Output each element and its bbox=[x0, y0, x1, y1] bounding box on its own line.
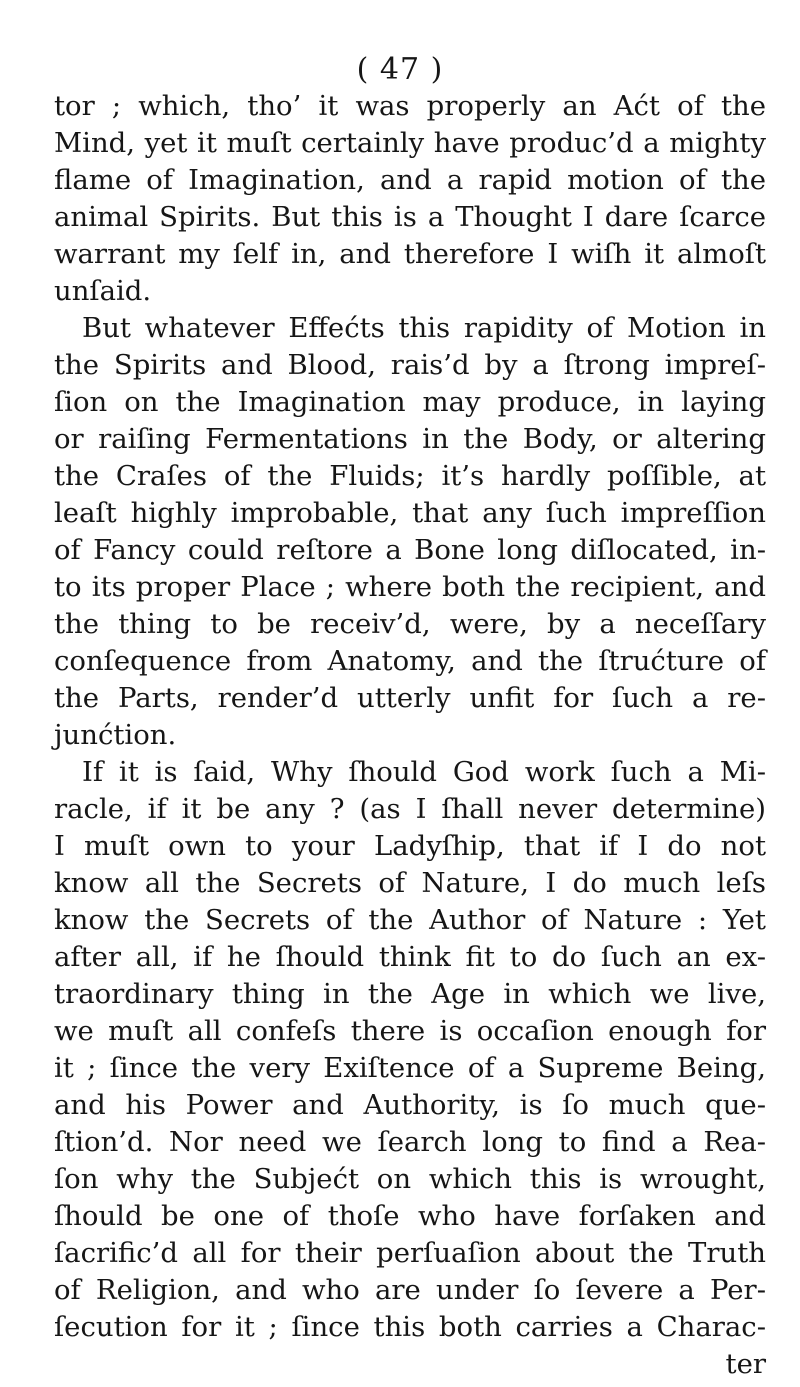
text-line: or raiſing Fermentations in the Body, or altering bbox=[54, 423, 766, 455]
text-line: of Religion, and who are under ſo ſevere a Per- bbox=[54, 1274, 766, 1306]
text-line: But whatever Effećts this rapidity of Motion in bbox=[82, 312, 766, 344]
text-line: it ; ſince the very Exiſtence of a Supreme Being, bbox=[54, 1052, 766, 1084]
text-line: to its proper Place ; where both the recipient, and bbox=[54, 571, 766, 603]
text-line: the Spirits and Blood, rais’d by a ſtrong impreſ- bbox=[54, 349, 766, 381]
page-number: ( 47 ) bbox=[356, 52, 444, 87]
text-line: ſecution for it ; ſince this both carries a Charac- bbox=[54, 1311, 766, 1343]
text-line: ſtion’d. Nor need we ſearch long to find a Rea- bbox=[54, 1126, 766, 1158]
text-line: I muſt own to your Ladyſhip, that if I do not bbox=[54, 830, 766, 862]
text-line: junćtion. bbox=[54, 719, 177, 751]
text-line: the Craſes of the Fluids; it’s hardly poſſible, at bbox=[54, 460, 766, 492]
text-line: the Parts, render’d utterly unfit for ſuch a re- bbox=[54, 682, 766, 714]
text-line: If it is ſaid, Why ſhould God work ſuch a Mi- bbox=[82, 756, 766, 788]
text-line: animal Spirits. But this is a Thought I dare ſcarce bbox=[54, 201, 766, 233]
body-text bbox=[54, 88, 766, 1383]
text-line: warrant my ſelf in, and therefore I wiſh it almoſt bbox=[54, 238, 766, 270]
text-line: of Fancy could reſtore a Bone long diſlocated, in- bbox=[54, 534, 766, 566]
text-line: know the Secrets of the Author of Nature : Yet bbox=[54, 904, 766, 936]
text-line: ſacrific’d all for their perſuaſion about the Truth bbox=[54, 1237, 766, 1269]
text-line: tor ; which, tho’ it was properly an Aćt of the bbox=[54, 90, 766, 122]
text-line: ſion on the Imagination may produce, in laying bbox=[54, 386, 766, 418]
text-line: unſaid. bbox=[54, 275, 152, 307]
text-line: leaſt highly improbable, that any ſuch impreſſion bbox=[54, 497, 766, 529]
text-line: the thing to be receiv’d, were, by a neceſſary bbox=[54, 608, 766, 640]
text-line: conſequence from Anatomy, and the ſtrućture of bbox=[54, 645, 766, 677]
text-line: ſhould be one of thoſe who have forſaken and bbox=[54, 1200, 766, 1232]
text-line: traordinary thing in the Age in which we live, bbox=[54, 978, 766, 1010]
text-line: know all the Secrets of Nature, I do much leſs bbox=[54, 867, 766, 899]
catchword: ter bbox=[725, 1348, 766, 1380]
text-line: after all, if he ſhould think fit to do ſuch an ex- bbox=[54, 941, 766, 973]
text-line: and his Power and Authority, is ſo much que- bbox=[54, 1089, 766, 1121]
text-line: racle, if it be any ? (as I ſhall never determine) bbox=[54, 793, 766, 825]
text-line: Mind, yet it muſt certainly have produc’d a mighty bbox=[54, 127, 766, 159]
text-line: we muſt all confeſs there is occaſion enough for bbox=[54, 1015, 766, 1047]
text-line: flame of Imagination, and a rapid motion of the bbox=[54, 164, 766, 196]
text-line: ſon why the Subjećt on which this is wrought, bbox=[54, 1163, 766, 1195]
